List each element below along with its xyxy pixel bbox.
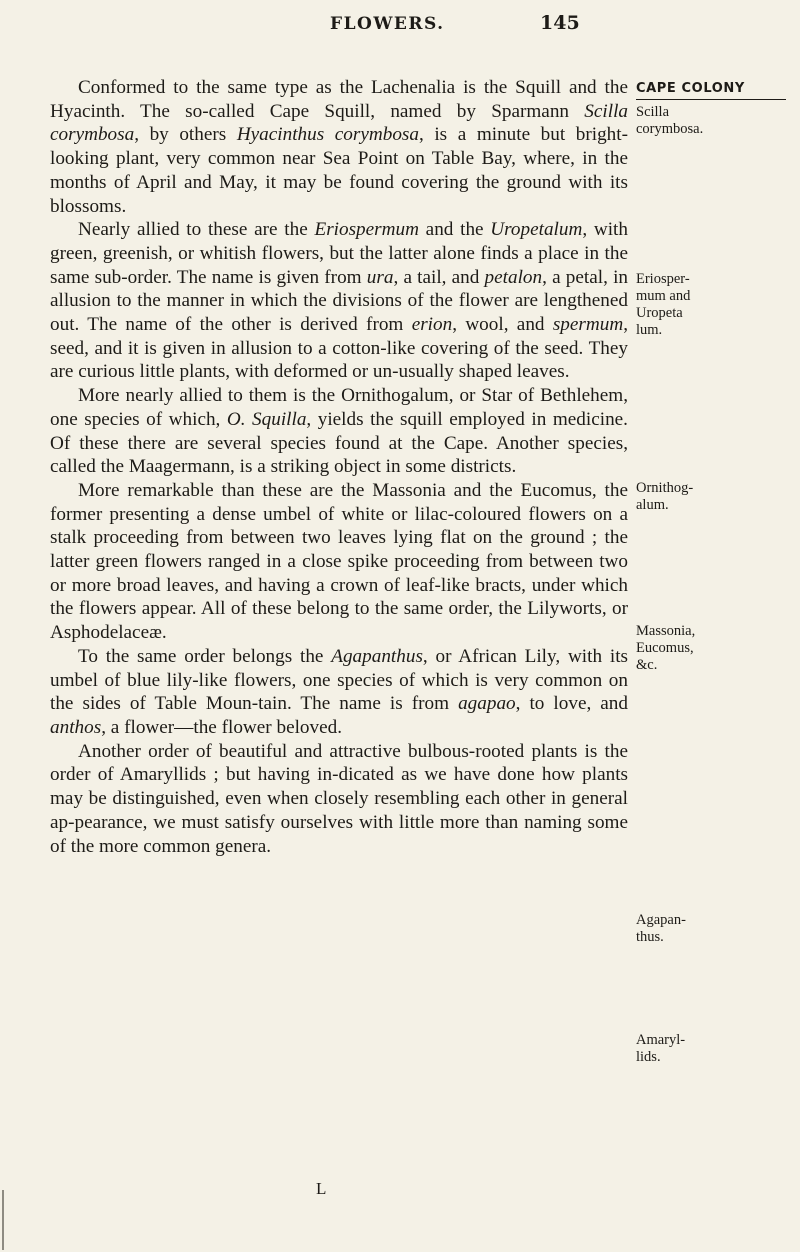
body-text [50, 76, 628, 858]
text-run: More nearly allied to them is the Ornithogalum, or Star of Bethlehem, one species of which, [50, 385, 628, 430]
text-run: , a petal, in allusion to the manner in which the divisions of the flower are lengthened out. The name of the other is derived from [50, 266, 629, 336]
side-note-rule [636, 99, 786, 100]
text-run: Another order of beautiful and attractive bulbous-rooted plants is the order of Amaryllids ; but having in-dicated as we have done how plants may be distinguished, even when closely resembling each other in general ap-pearance, we must satisfy ourselves with little more than naming some of the more common genera. [50, 740, 628, 857]
text-run: , is a minute but bright-looking plant, very common near Sea Point on Table Bay, where, in the months of April and May, it may be found covering the ground with its blossoms. [50, 124, 628, 217]
text-run: and the [418, 219, 491, 241]
italic-term: Eriospermum [314, 219, 419, 241]
italic-term: Scilla corymbosa [50, 100, 628, 146]
text-run: , wool, and [452, 314, 553, 336]
text-run: To the same order belongs the [78, 645, 332, 667]
signature-mark: L [316, 1179, 327, 1198]
text-run: , or African Lily, with its umbel of blue lily-like flowers, one species of which is very common on the sides of Table Moun-tain. The name is from [50, 645, 628, 715]
running-title: FLOWERS. [330, 14, 445, 34]
italic-term: spermum [552, 314, 624, 336]
text-run: , to love, and [515, 693, 628, 715]
italic-term: anthos [50, 716, 102, 738]
text-run: More remarkable than these are the Massonia and the Eucomus, the former presenting a dense umbel of white or lilac-coloured flowers on a stalk proceeding from between two leaves lying flat on the ground ; the latter green flowers ranged in a close spike proceeding from between two or more broad leaves, and having a crown of leaf-like bracts, under which the flowers appear. All of these belong to the same order, the Lilyworts, or Asphodelaceæ. [50, 479, 628, 644]
running-header [0, 8, 800, 38]
side-note-amaryllids: Amaryl-lids. [636, 1032, 686, 1065]
paragraph-massonia [50, 479, 628, 645]
side-note-eriospermum: Eriosper-mum and Uropeta lum. [636, 271, 691, 338]
italic-term: Agapanthus [331, 645, 423, 667]
text-run: Nearly allied to these are the [78, 219, 315, 241]
text-run: , yields the squill employed in medicine. Of these there are several species found at the Cape. Another species, called the Maagermann, is a striking object in some districts. [50, 408, 628, 478]
side-note-massonia: Massonia, Eucomus, &c. [636, 623, 696, 673]
side-note-agapanthus: Agapan-thus. [636, 912, 686, 945]
italic-term: petalon [484, 266, 543, 288]
side-note-colony: CAPE COLONY [636, 80, 796, 103]
side-note-ornithogalum: Ornithog-alum. [636, 480, 694, 513]
text-run: , with green, greenish, or whitish flowers, but the latter alone finds a place in the same sub-order. The name is given from [50, 219, 628, 288]
paragraph-eriospermum [50, 218, 628, 384]
paragraph-agapanthus [50, 645, 628, 740]
italic-term: Hyacinthus corymbosa [236, 124, 419, 146]
text-run: , by others [134, 124, 237, 146]
page-number: 145 [540, 12, 580, 34]
paragraph-amaryllids [50, 740, 628, 859]
italic-term: Uropetalum [490, 219, 583, 241]
italic-term: ura [366, 266, 394, 288]
text-run: , a tail, and [393, 266, 485, 288]
text-run: Conformed to the same type as the Lachenalia is the Squill and the Hyacinth. The so-called Cape Squill, named by Sparmann [50, 77, 628, 122]
paragraph-scilla [50, 76, 628, 218]
italic-term: O. Squilla [226, 408, 307, 430]
italic-term: agapao [458, 693, 516, 715]
side-note-scilla: Scilla corymbosa. [636, 104, 704, 137]
italic-term: erion [411, 314, 453, 336]
paragraph-ornithogalum [50, 384, 628, 479]
page-edge-shadow [2, 1190, 4, 1250]
text-run: , a flower—the flower beloved. [101, 716, 343, 738]
text-run: , seed, and it is given in allusion to a cotton-like covering of the seed. They are curious little plants, with deformed or un-usually shaped leaves. [50, 314, 628, 383]
